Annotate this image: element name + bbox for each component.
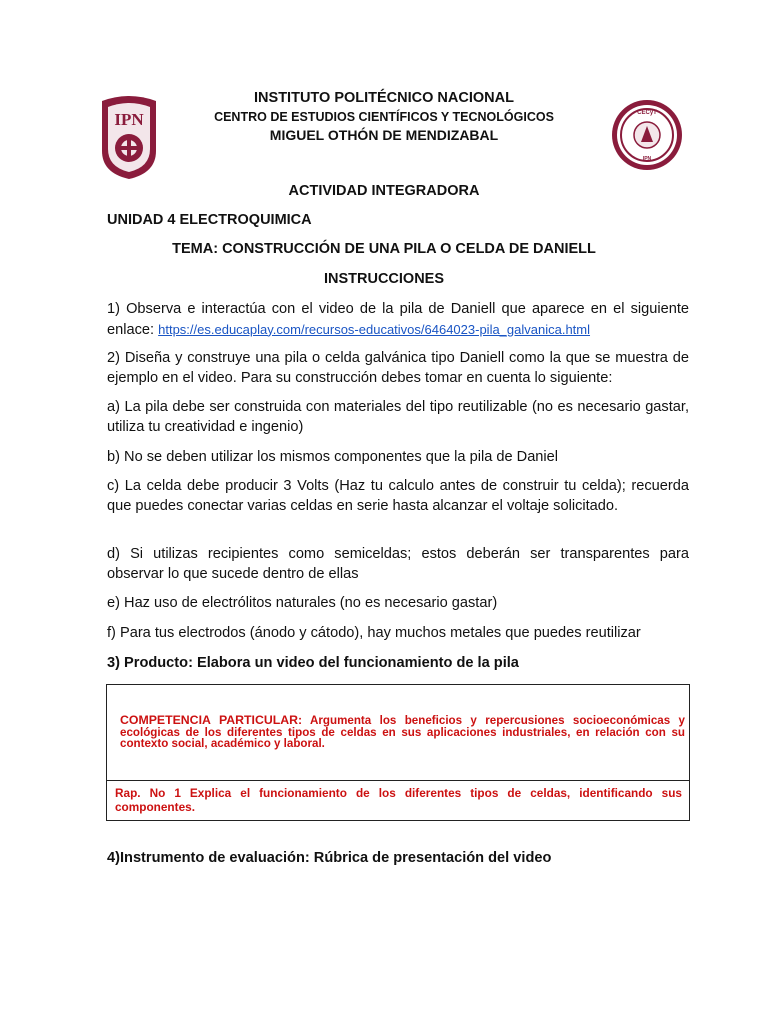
competencia-text: Argumenta los beneficios y repercusiones socioeconómicas y ecológicas de los diferentes tipos de celdas en sus aplicaciones industriales, en relación con su contexto social, académico y laboral. [120,714,686,750]
competencia-box [106,684,690,821]
institute-title: INSTITUTO POLITÉCNICO NACIONAL [254,90,514,106]
step-1 [107,300,689,340]
svg-text:CECyT: CECyT [637,110,657,116]
item-f: f) Para tus electrodos (ánodo y cátodo), hay muchos metales que puedes reutilizar [107,625,641,641]
item-a: a) La pila debe ser construida con materiales del tipo reutilizable (no es necesario gastar, utiliza tu creatividad e ingenio) [107,399,689,435]
competencia-particular [120,715,685,750]
step-2: 2) Diseña y construye una pila o celda galvánica tipo Daniell como la que se muestra de ejemplo en el video. Para su construcción debes tomar en cuenta lo siguiente: [107,350,689,386]
competencia-label: COMPETENCIA PARTICULAR: [120,713,303,727]
step-1-text: 1) Observa e interactúa con el video de la pila de Daniell que aparece en el siguiente enlace: [107,301,689,338]
rap-text: Rap. No 1 Explica el funcionamiento de los diferentes tipos de celdas, identificando sus componentes. [115,786,682,814]
video-link[interactable]: https://es.educaplay.com/recursos-educativos/6464023-pila_galvanica.html [158,321,591,337]
instructions-title: INSTRUCCIONES [323,271,445,287]
school-title: MIGUEL OTHÓN DE MENDIZABAL [269,127,499,143]
unit-title: UNIDAD 4 ELECTROQUIMICA [107,212,312,228]
item-b: b) No se deben utilizar los mismos componentes que la pila de Daniel [107,449,559,465]
svg-text:IPN: IPN [642,156,652,162]
step-3: 3) Producto: Elabora un video del funcionamiento de la pila [107,655,519,671]
item-d: d) Si utilizas recipientes como semiceldas; estos deberán ser transparentes para observar lo que sucede dentro de ellas [107,546,689,582]
box-divider [107,780,689,781]
activity-title: ACTIVIDAD INTEGRADORA [288,183,480,199]
step-4: 4)Instrumento de evaluación: Rúbrica de presentación del video [107,850,552,866]
item-c: c) La celda debe producir 3 Volts (Haz tu calculo antes de construir tu celda); recuerda que puedes conectar varias celdas en serie hasta alcanzar el voltaje solicitado. [107,478,689,514]
svg-text:IPN: IPN [114,110,144,129]
item-e: e) Haz uso de electrólitos naturales (no es necesario gastar) [107,595,498,611]
center-title: CENTRO DE ESTUDIOS CIENTÍFICOS Y TECNOLÓGICOS [214,110,554,124]
topic-title: TEMA: CONSTRUCCIÓN DE UNA PILA O CELDA DE DANIELL [172,241,596,257]
